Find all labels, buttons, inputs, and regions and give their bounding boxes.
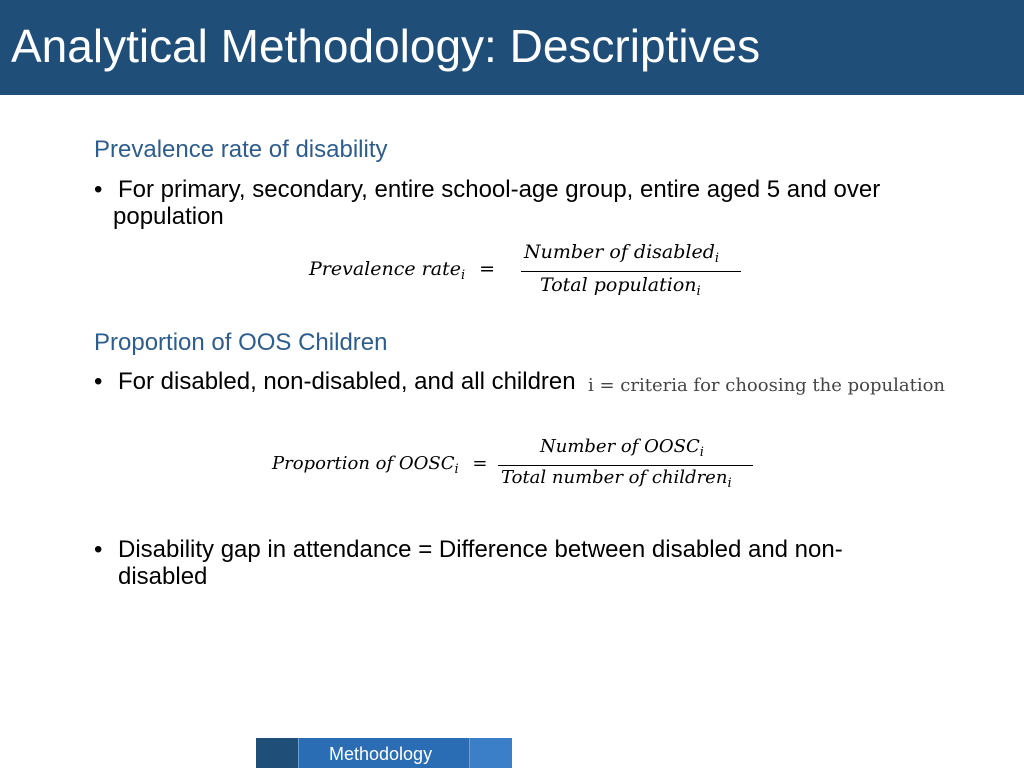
gap-bullet: [94, 536, 954, 590]
bullet-dot: •: [94, 536, 103, 563]
oosc-fraction-bar: [498, 465, 753, 466]
formula-numerator-subscript: i: [699, 445, 704, 460]
footer-segment[interactable]: [256, 738, 298, 768]
bullet-dot: •: [94, 176, 103, 203]
formula-equals: =: [479, 258, 496, 280]
oosc-formula-denominator: [501, 467, 732, 491]
criteria-note: i = criteria for choosing the population: [588, 375, 946, 396]
oosc-formula-numerator: [540, 436, 704, 460]
formula-lhs-text: Prevalence rate: [309, 258, 461, 280]
gap-bullet-text: [94, 536, 954, 590]
formula-denominator-subscript: i: [727, 476, 732, 491]
prevalence-heading: Prevalence rate of disability: [94, 136, 388, 163]
formula-numerator-subscript: i: [714, 251, 720, 266]
prevalence-formula-lhs: [309, 258, 495, 283]
formula-lhs-text: Proportion of OOSC: [272, 453, 455, 474]
oosc-formula-lhs: [272, 453, 488, 477]
prevalence-formula-denominator: [540, 274, 701, 299]
bullet-dot: •: [94, 368, 103, 395]
prevalence-fraction-bar: [521, 271, 741, 272]
formula-denominator-subscript: i: [696, 284, 701, 299]
formula-numerator-text: Number of OOSC: [540, 436, 700, 457]
prevalence-bullet-line1: For primary, secondary, entire school-age group, entire aged 5 and over: [118, 176, 881, 203]
prevalence-bullet-line2: population: [113, 203, 224, 230]
prevalence-formula-numerator: [524, 241, 719, 266]
slide-title: Analytical Methodology: Descriptives: [11, 20, 761, 72]
formula-lhs-subscript: i: [454, 462, 459, 477]
prevalence-bullet-text: [94, 176, 954, 230]
formula-numerator-text: Number of disabled: [524, 241, 715, 263]
gap-bullet-line2: disabled: [118, 563, 208, 590]
title-banner: [0, 0, 1024, 95]
footer-segment[interactable]: [470, 738, 512, 768]
formula-lhs-subscript: i: [460, 268, 466, 283]
oosc-heading: Proportion of OOS Children: [94, 329, 388, 356]
formula-equals: =: [472, 453, 488, 474]
formula-denominator-text: Total population: [540, 274, 697, 296]
gap-bullet-line1: Disability gap in attendance = Difference between disabled and non-: [118, 536, 843, 563]
oosc-bullet-text: For disabled, non-disabled, and all children: [118, 368, 576, 395]
footer-section-label[interactable]: Methodology: [329, 744, 433, 764]
formula-denominator-text: Total number of children: [501, 467, 728, 488]
prevalence-bullet: [94, 176, 954, 230]
